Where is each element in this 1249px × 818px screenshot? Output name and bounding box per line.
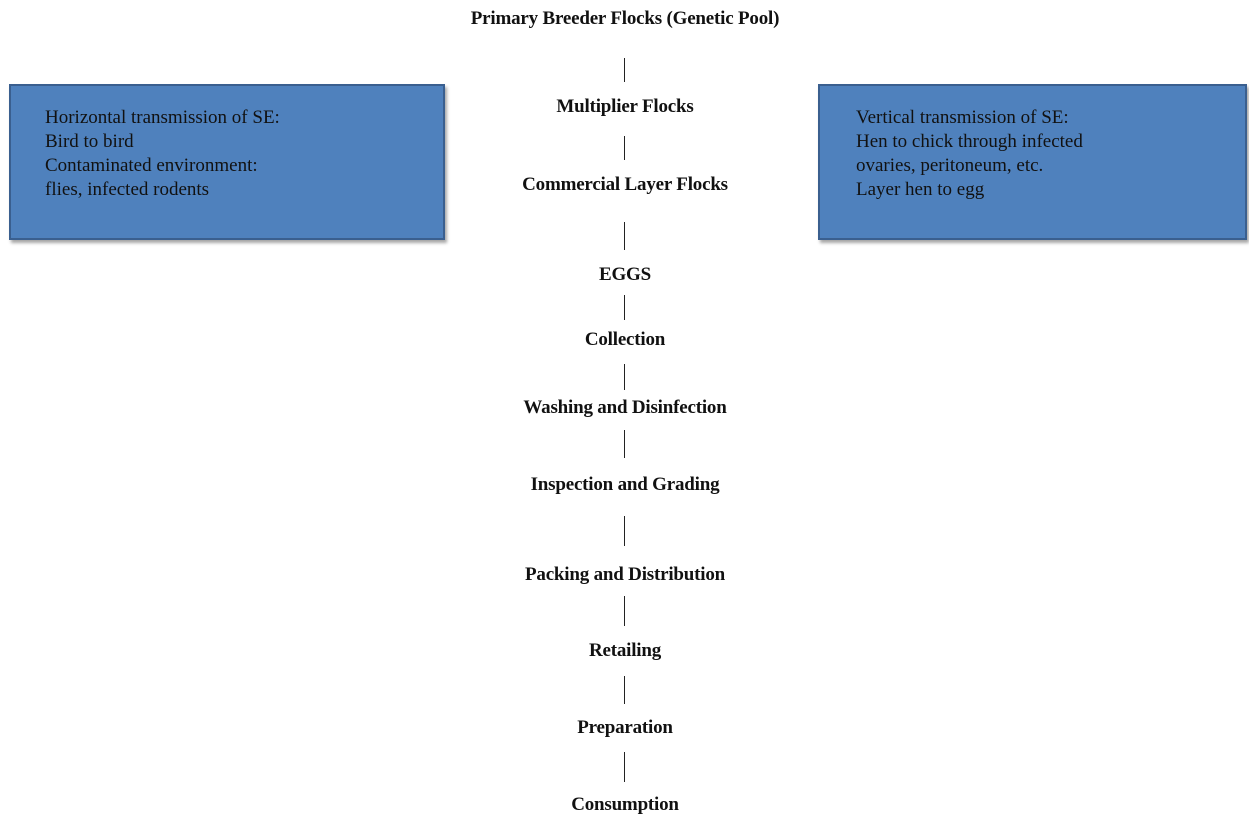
step-primary-breeder-flocks: Primary Breeder Flocks (Genetic Pool) bbox=[470, 8, 780, 29]
connector-line bbox=[624, 295, 625, 320]
connector-line bbox=[624, 596, 625, 626]
connector-line bbox=[624, 58, 625, 82]
box-line: Hen to chick through infected bbox=[856, 131, 1083, 152]
connector-line bbox=[624, 222, 625, 250]
box-line: ovaries, peritoneum, etc. bbox=[856, 155, 1044, 176]
step-multiplier-flocks: Multiplier Flocks bbox=[556, 96, 694, 117]
horizontal-transmission-box bbox=[9, 84, 445, 240]
connector-line bbox=[624, 430, 625, 458]
box-line: Vertical transmission of SE: bbox=[856, 107, 1069, 128]
vertical-transmission-box bbox=[818, 84, 1247, 240]
connector-line bbox=[624, 752, 625, 782]
box-line: flies, infected rodents bbox=[45, 179, 210, 200]
box-line: Layer hen to egg bbox=[856, 179, 985, 200]
step-commercial-layer-flocks: Commercial Layer Flocks bbox=[522, 174, 728, 195]
connector-line bbox=[624, 516, 625, 546]
step-consumption: Consumption bbox=[571, 794, 679, 815]
step-collection: Collection bbox=[584, 329, 666, 350]
connector-line bbox=[624, 136, 625, 160]
step-inspection-and-grading: Inspection and Grading bbox=[530, 474, 720, 495]
box-line: Horizontal transmission of SE: bbox=[45, 107, 280, 128]
step-eggs: EGGS bbox=[599, 264, 651, 285]
step-washing-and-disinfection: Washing and Disinfection bbox=[523, 397, 727, 418]
connector-line bbox=[624, 364, 625, 390]
step-retailing: Retailing bbox=[588, 640, 662, 661]
box-line: Contaminated environment: bbox=[45, 155, 258, 176]
step-packing-and-distribution: Packing and Distribution bbox=[524, 564, 726, 585]
box-line: Bird to bird bbox=[45, 131, 134, 152]
step-preparation: Preparation bbox=[577, 717, 673, 738]
connector-line bbox=[624, 676, 625, 704]
